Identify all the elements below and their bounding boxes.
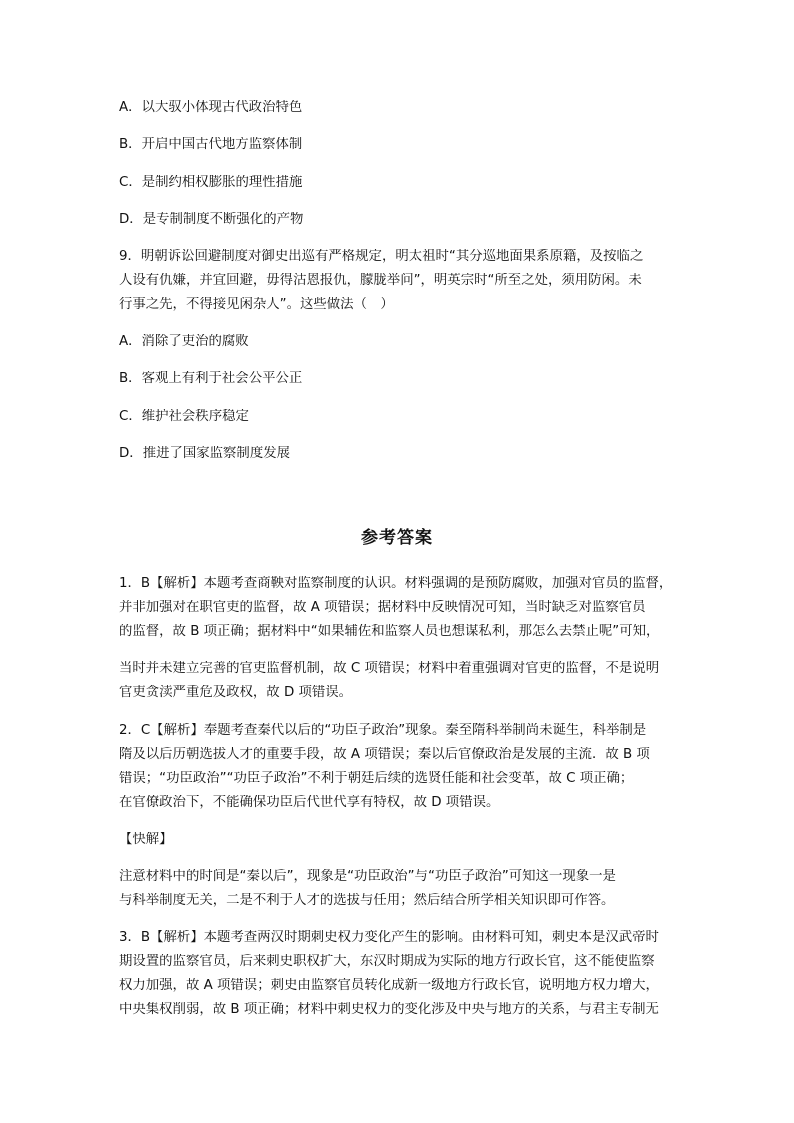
answer-3-line: 3．B【解析】本题考查两汉时期刺史权力变化产生的影响。由材料可知，刺史本是汉武帝时 xyxy=(119,930,659,945)
q8-option-b: B．开启中国古代地方监察体制 xyxy=(119,137,303,152)
q8-option-d: D．是专制制度不断强化的产物 xyxy=(119,212,304,227)
q8-option-c: C．是制约相权膨胀的理性措施 xyxy=(119,175,303,190)
q9-stem-line: 人设有仇嫌，并宜回避，毋得沽恩报仇，朦胧举问”，明英宗时“所至之处，须用防闲。未 xyxy=(119,273,642,288)
q9-option-b: B．客观上有利于社会公平公正 xyxy=(119,371,303,386)
q9-stem-line: 行事之先，不得接见闲杂人”。这些做法（ ） xyxy=(119,297,394,312)
quick-solution-label: 【快解】 xyxy=(119,832,173,847)
answer-1-line: 官吏贪渎严重危及政权，故 D 项错误。 xyxy=(119,685,353,700)
answer-2-line: 错误；“功臣政治”“功臣子政治”不利于朝廷后续的选贤任能和社会变革，故 C 项正确； xyxy=(119,771,634,786)
q8-option-a: A．以大驭小体现古代政治特色 xyxy=(119,100,303,115)
quick-solution-line: 与科举制度无关，二是不利于人才的选拔与任用；然后结合所学相关知识即可作答。 xyxy=(119,893,615,908)
answer-1-line: 的监督，故 B 项正确；据材料中“如果辅佐和监察人员也想谋私利，那怎么去禁止呢”可知， xyxy=(119,624,660,639)
q9-option-a: A．消除了吏治的腐败 xyxy=(119,334,249,349)
q9-option-d: D．推进了国家监察制度发展 xyxy=(119,446,290,461)
answer-2-line: 在官僚政治下，不能确保功臣后代世代享有特权，故 D 项错误。 xyxy=(119,795,500,810)
answer-3-line: 权力加强，故 A 项错误；刺史由监察官员转化成新一级地方行政长官，说明地方权力增大， xyxy=(119,978,659,993)
answer-1-line: 当时并未建立完善的官吏监督机制，故 C 项错误；材料中着重强调对官吏的监督，不是说明 xyxy=(119,661,660,676)
answer-3-line: 中央集权削弱，故 B 项正确；材料中刺史权力的变化涉及中央与地方的关系，与君主专制无 xyxy=(119,1002,659,1017)
q9-option-c: C．维护社会秩序稳定 xyxy=(119,409,249,424)
answer-3-line: 期设置的监察官员，后来刺史职权扩大，东汉时期成为实际的地方行政长官，这不能使监察 xyxy=(119,954,655,969)
answer-1-line: 1．B【解析】本题考查商鞅对监察制度的认识。材料强调的是预防腐败，加强对官员的监督， xyxy=(119,576,673,591)
answer-2-line: 隋及以后历朝选拔人才的重要手段，故 A 项错误；秦以后官僚政治是发展的主流．故 B 项 xyxy=(119,747,650,762)
q9-stem-line: 9．明朝诉讼回避制度对御史出巡有严格规定，明太祖时“其分巡地面果系原籍，及按临之 xyxy=(119,249,644,264)
quick-solution-line: 注意材料中的时间是“秦以后”，现象是“功臣政治”与“功臣子政治”可知这一现象一是 xyxy=(119,869,616,884)
answers-title: 参考答案 xyxy=(361,528,433,548)
answer-2-line: 2．C【解析】奉题考查秦代以后的“功臣子政治”现象。秦至隋科举制尚未诞生，科举制是 xyxy=(119,723,647,738)
answer-1-line: 并非加强对在职官吏的监督，故 A 项错误；据材料中反映情况可知，当时缺乏对监察官员 xyxy=(119,600,646,615)
